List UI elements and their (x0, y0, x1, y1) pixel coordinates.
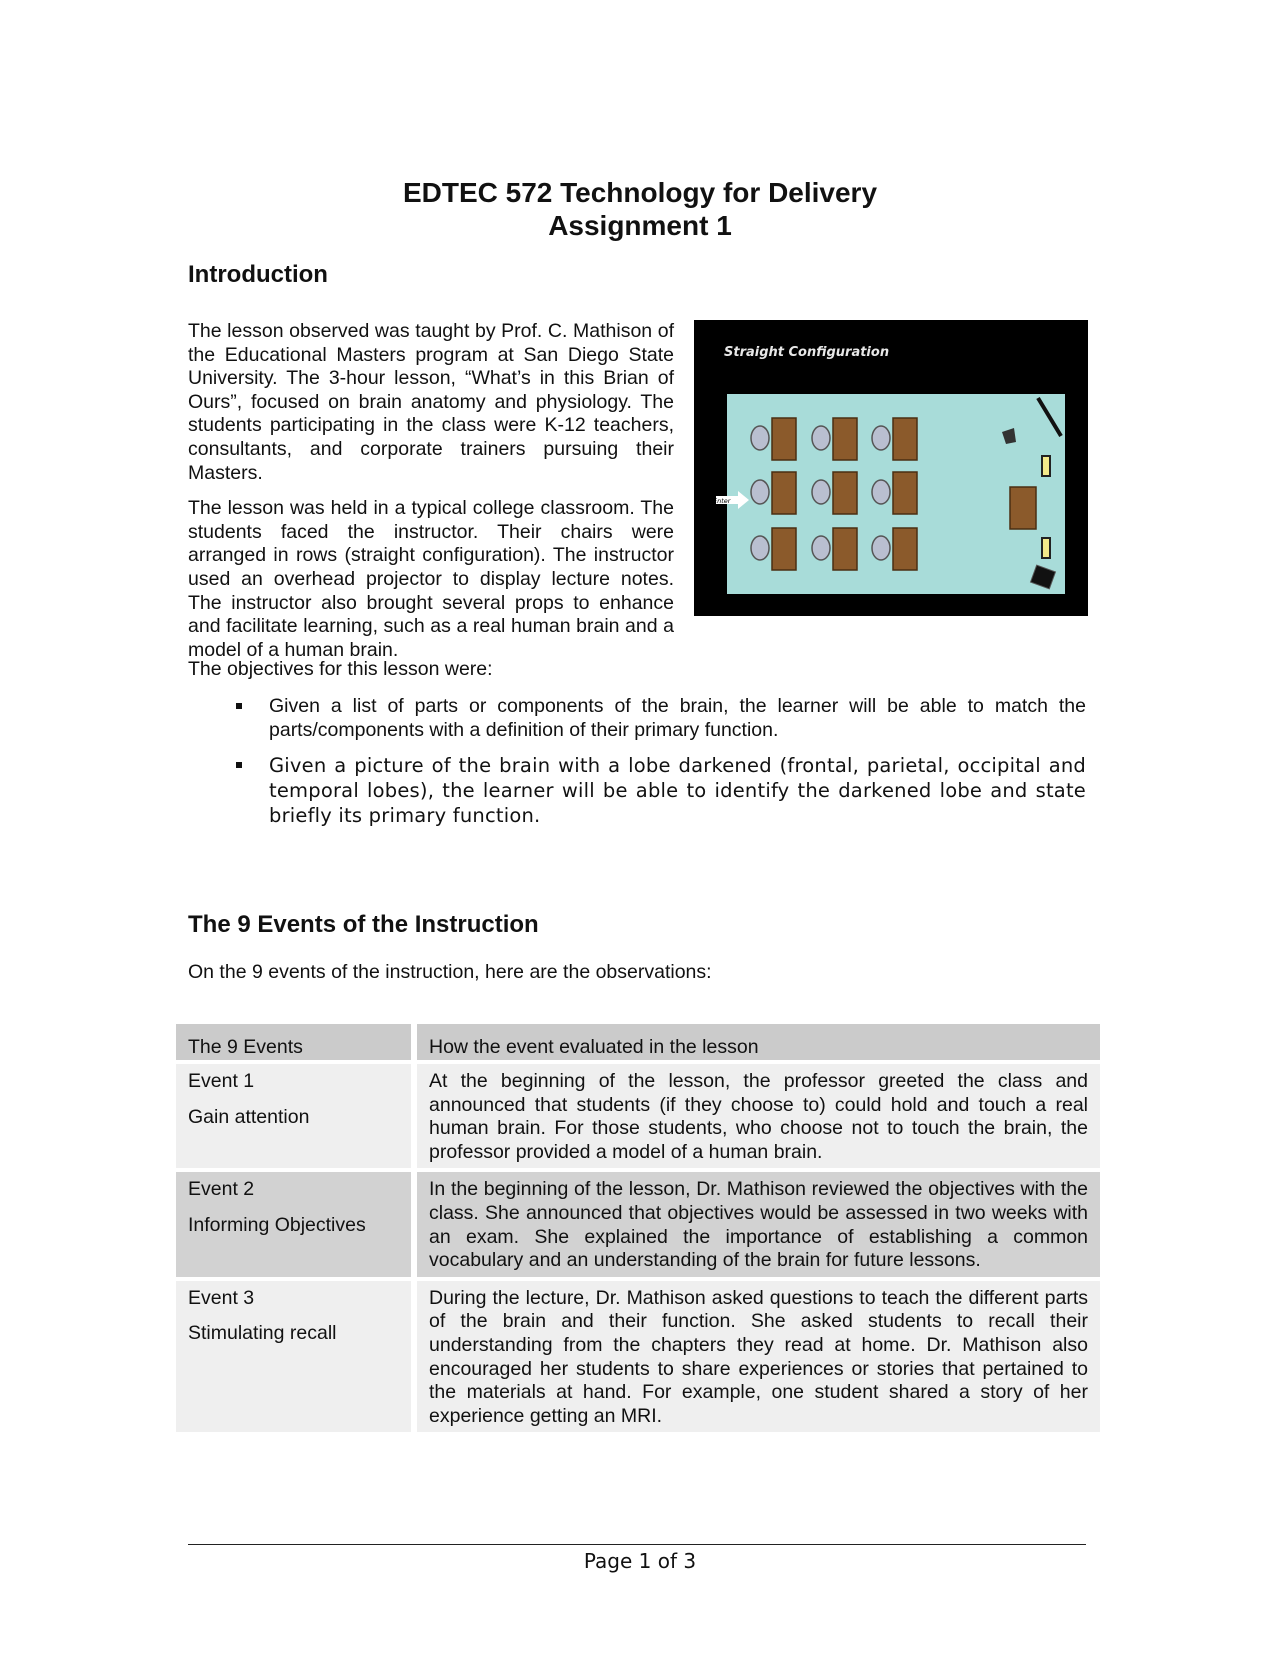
document-title (0, 176, 1280, 242)
event-cell (176, 1281, 417, 1433)
event-name: Stimulating recall (188, 1322, 337, 1345)
student-desk (833, 418, 857, 460)
student-desk (833, 528, 857, 570)
title-line-2: Assignment 1 (548, 210, 732, 241)
introduction-heading: Introduction (188, 261, 328, 288)
table-row (176, 1064, 1100, 1168)
enter-label: Enter (713, 497, 731, 505)
event-cell (176, 1064, 417, 1168)
student-desk (772, 528, 796, 570)
instructor-desk (1010, 487, 1036, 529)
event-description: At the beginning of the lesson, the professor greeted the class and announced that students (if they choose to) could hold and touch a real human brain. For those students, who choose not to touch the brain, the professor provided a model of a human brain. (417, 1064, 1100, 1168)
student-chair (751, 536, 769, 560)
event-number: Event 1 (188, 1070, 255, 1092)
figure-title: Straight Configuration (724, 345, 890, 360)
table-header-events: The 9 Events (176, 1024, 417, 1060)
student-chair (872, 426, 890, 450)
bullet-icon (236, 703, 242, 709)
intro-paragraph-1: The lesson observed was taught by Prof. C. Mathison of the Educational Masters program at San Diego State University. The 3-hour lesson, “What’s in this Brian of Ours”, focused on brain anatomy and physiology. The students participating in the class were K-12 teachers, consultants, and corporate trainers pursuing their Masters. (188, 320, 674, 484)
student-chair (751, 480, 769, 504)
event-number: Event 2 (188, 1178, 255, 1201)
footer-divider (188, 1544, 1086, 1545)
title-line-1: EDTEC 572 Technology for Delivery (402, 177, 878, 208)
intro-paragraph-2: The lesson was held in a typical college classroom. The students faced the instructor. Their chairs were arranged in rows (straight configuration). The instructor used an overhead projector to display lecture notes. The instructor also brought several props to enhance and facilitate learning, such as a real human brain and a model of a human brain. (188, 497, 674, 661)
objectives-lead: The objectives for this lesson were: (188, 658, 493, 680)
event-name: Informing Objectives (188, 1213, 366, 1236)
table-row (176, 1281, 1100, 1433)
event-cell (176, 1172, 417, 1276)
objectives-list (188, 694, 1086, 839)
introduction-body (188, 320, 1088, 674)
table-row (176, 1172, 1100, 1276)
objective-item: Given a list of parts or components of the brain, the learner will be able to match the parts/components with a definition of their primary function. (188, 694, 1086, 742)
event-name: Gain attention (188, 1105, 310, 1128)
student-chair (812, 536, 830, 560)
student-desk (893, 528, 917, 570)
events-lead: On the 9 events of the instruction, here are the observations: (188, 961, 712, 983)
event-number: Event 3 (188, 1286, 255, 1309)
objective-item: Given a picture of the brain with a lobe darkened (frontal, parietal, occipital and temporal lobes), the learner will be able to identify the darkened lobe and state briefly its primary function. (188, 753, 1086, 828)
student-chair (751, 426, 769, 450)
student-desk (893, 418, 917, 460)
events-heading: The 9 Events of the Instruction (188, 911, 539, 938)
table-header-row (176, 1024, 1100, 1060)
event-description: During the lecture, Dr. Mathison asked questions to teach the different parts of the brain and their function. She asked students to recall their understanding from the chapters they read at home. Dr. Mathison also encouraged her students to share experiences or stories that pertained to the materials at hand. For example, one student shared a story of her experience getting an MRI. (417, 1281, 1100, 1433)
student-desk (833, 472, 857, 514)
table-header-evaluation: How the event evaluated in the lesson (417, 1024, 1100, 1060)
student-chair (872, 536, 890, 560)
page-number: Page 1 of 3 (583, 1549, 697, 1573)
student-desk (893, 472, 917, 514)
student-chair (872, 480, 890, 504)
student-chair (812, 480, 830, 504)
student-desk (772, 472, 796, 514)
student-chair (812, 426, 830, 450)
window-marker-upper (1042, 456, 1050, 476)
events-table (176, 1020, 1100, 1436)
classroom-diagram (694, 320, 1088, 616)
student-desk (772, 418, 796, 460)
classroom-configuration-figure (694, 320, 1088, 616)
event-description: In the beginning of the lesson, Dr. Mathison reviewed the objectives with the class. She announced that objectives would be assessed in two weeks with an exam. She explained the importance of establishing a common vocabulary and an understanding of the brain for future lessons. (417, 1172, 1100, 1276)
window-marker-lower (1042, 538, 1050, 558)
bullet-icon (236, 762, 242, 768)
